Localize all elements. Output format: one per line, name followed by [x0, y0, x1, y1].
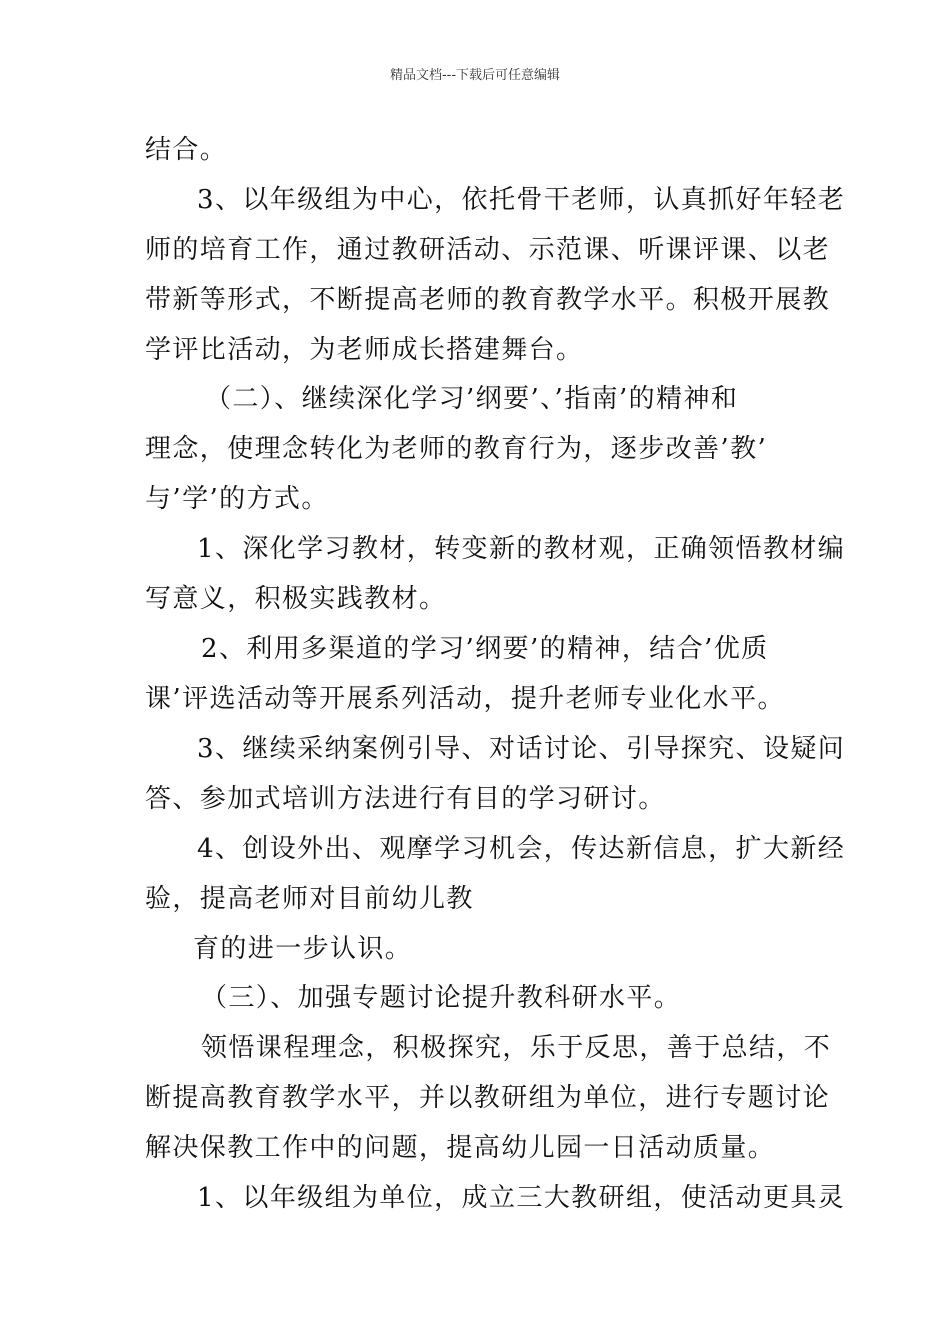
text-line: （二）、继续深化学习’纲要’、’指南’的精神和	[205, 384, 739, 414]
text-line: 3、以年级组为中心，依托骨干老师，认真抓好年轻老	[197, 185, 846, 215]
text-line: 写意义，积极实践教材。	[145, 584, 447, 614]
text-line: 1、深化学习教材，转变新的教材观，正确领悟教材编	[197, 534, 846, 564]
text-line: 解决保教工作中的问题，提高幼儿园一日活动质量。	[145, 1133, 776, 1163]
page-header: 精品文档---下载后可任意编辑	[389, 68, 561, 83]
text-line: 1、以年级组为单位，成立三大教研组，使活动更具灵	[197, 1183, 846, 1213]
text-line: 课’评选活动等开展系列活动，提升老师专业化水平。	[145, 684, 785, 714]
text-line: 师的培育工作，通过教研活动、示范课、听课评课、以老	[145, 235, 831, 265]
text-line: 2、利用多渠道的学习’纲要’的精神，结合’优质	[201, 634, 769, 664]
text-line: 带新等形式，不断提高老师的教育教学水平。积极开展教	[145, 285, 831, 315]
text-line: （三）、加强专题讨论提升教科研水平。	[201, 983, 682, 1013]
text-line: 4、创设外出、观摩学习机会，传达新信息，扩大新经	[197, 834, 846, 864]
text-line: 3、继续采纳案例引导、对话讨论、引导探究、设疑问	[197, 734, 846, 764]
text-line: 结合。	[145, 135, 228, 165]
text-line: 理念，使理念转化为老师的教育行为，逐步改善’教’	[145, 434, 768, 464]
text-line: 育的进一步认识。	[193, 934, 413, 964]
text-line: 断提高教育教学水平，并以教研组为单位，进行专题讨论	[145, 1083, 831, 1113]
text-line: 答、参加式培训方法进行有目的学习研讨。	[145, 784, 666, 814]
text-line: 领悟课程理念，积极探究，乐于反思，善于总结，不	[201, 1033, 832, 1063]
text-line: 验，提高老师对目前幼儿教	[145, 884, 474, 914]
text-line: 与’学’的方式。	[145, 484, 329, 514]
text-line: 学评比活动，为老师成长搭建舞台。	[145, 335, 584, 365]
